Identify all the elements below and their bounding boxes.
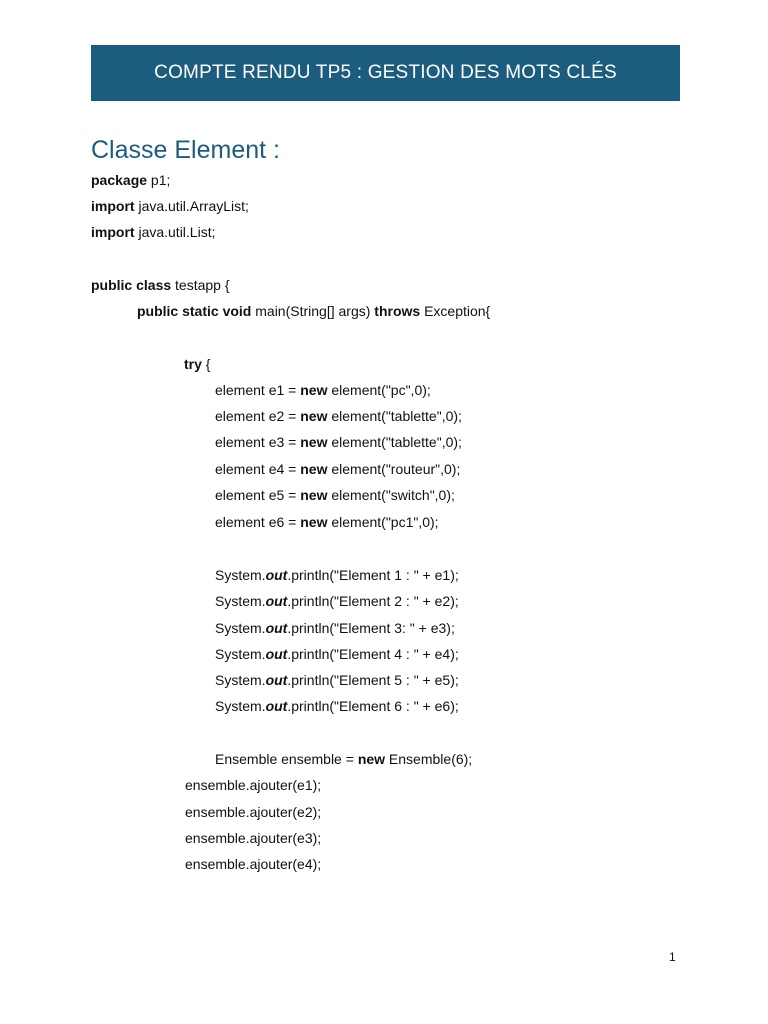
code-text: java.util.List; <box>134 224 216 240</box>
code-line-import <box>91 223 216 241</box>
code-line-println <box>215 566 459 584</box>
code-line-element <box>215 407 462 425</box>
keyword: public static void <box>137 303 252 319</box>
code-line-println <box>215 619 455 637</box>
code-text: testapp { <box>171 277 230 293</box>
code-text: .println("Element 2 : " + e2); <box>287 593 459 609</box>
code-line-import <box>91 197 249 215</box>
code-line-element <box>215 460 460 478</box>
code-text: Ensemble(6); <box>385 751 473 767</box>
code-text: element("pc1",0); <box>327 514 439 530</box>
code-text: .println("Element 1 : " + e1); <box>287 567 459 583</box>
code-text: System. <box>215 567 266 583</box>
code-line-element <box>215 513 439 531</box>
code-text: System. <box>215 620 266 636</box>
code-line-element <box>215 433 462 451</box>
keyword: import <box>91 224 135 240</box>
section-title: Classe Element : <box>91 136 280 164</box>
code-text: System. <box>215 698 266 714</box>
code-line-element <box>215 381 431 399</box>
code-text: element e4 = <box>215 461 301 477</box>
code-line-package <box>91 171 170 189</box>
code-line-ajouter: ensemble.ajouter(e2); <box>185 804 322 820</box>
code-text: element e5 = <box>215 487 301 503</box>
code-line-ensemble <box>215 750 472 768</box>
code-line-println <box>215 671 459 689</box>
keyword: new <box>300 408 328 424</box>
keyword-out: out <box>265 567 288 583</box>
code-text: element("switch",0); <box>327 487 455 503</box>
code-text: java.util.ArrayList; <box>134 198 249 214</box>
keyword-out: out <box>265 620 288 636</box>
code-text: element e6 = <box>215 514 301 530</box>
code-text: element e1 = <box>215 382 301 398</box>
code-text: System. <box>215 593 266 609</box>
code-line-ajouter: ensemble.ajouter(e4); <box>185 856 322 872</box>
keyword-out: out <box>265 646 288 662</box>
report-title-banner <box>91 45 680 101</box>
code-line-main <box>137 302 490 320</box>
keyword: new <box>357 751 386 767</box>
code-line-println <box>215 697 459 715</box>
code-text: element("tablette",0); <box>327 434 462 450</box>
keyword: public class <box>91 277 172 293</box>
code-line-ajouter: ensemble.ajouter(e3); <box>185 830 322 846</box>
keyword: new <box>300 434 328 450</box>
code-text: element e3 = <box>215 434 301 450</box>
keyword-out: out <box>265 672 288 688</box>
code-line-element <box>215 486 455 504</box>
code-text: { <box>201 356 211 372</box>
code-text: .println("Element 5 : " + e5); <box>287 672 459 688</box>
keyword: new <box>300 487 328 503</box>
page-number: 1 <box>669 950 676 964</box>
code-text: .println("Element 4 : " + e4); <box>287 646 459 662</box>
code-text: .println("Element 3: " + e3); <box>287 620 455 636</box>
keyword: try <box>184 356 202 372</box>
code-line-ajouter: ensemble.ajouter(e1); <box>185 777 322 793</box>
keyword: new <box>300 382 328 398</box>
keyword-out: out <box>265 698 288 714</box>
keyword: package <box>91 172 148 188</box>
code-line-try <box>184 355 210 373</box>
report-title: COMPTE RENDU TP5 : GESTION DES MOTS CLÉS <box>154 62 617 83</box>
keyword: throws <box>374 303 421 319</box>
code-text: element("tablette",0); <box>327 408 462 424</box>
code-text: System. <box>215 646 266 662</box>
keyword: import <box>91 198 135 214</box>
code-text: System. <box>215 672 266 688</box>
code-text: element e2 = <box>215 408 301 424</box>
code-line-println <box>215 592 459 610</box>
keyword: new <box>300 514 328 530</box>
code-text: p1; <box>147 172 171 188</box>
code-text: Exception{ <box>420 303 491 319</box>
code-text: element("routeur",0); <box>327 461 461 477</box>
code-text: .println("Element 6 : " + e6); <box>287 698 459 714</box>
code-line-class <box>91 276 230 294</box>
code-text: Ensemble ensemble = <box>215 751 358 767</box>
keyword: new <box>300 461 328 477</box>
keyword-out: out <box>265 593 288 609</box>
code-line-println <box>215 645 459 663</box>
code-text: main(String[] args) <box>251 303 375 319</box>
code-text: element("pc",0); <box>327 382 431 398</box>
